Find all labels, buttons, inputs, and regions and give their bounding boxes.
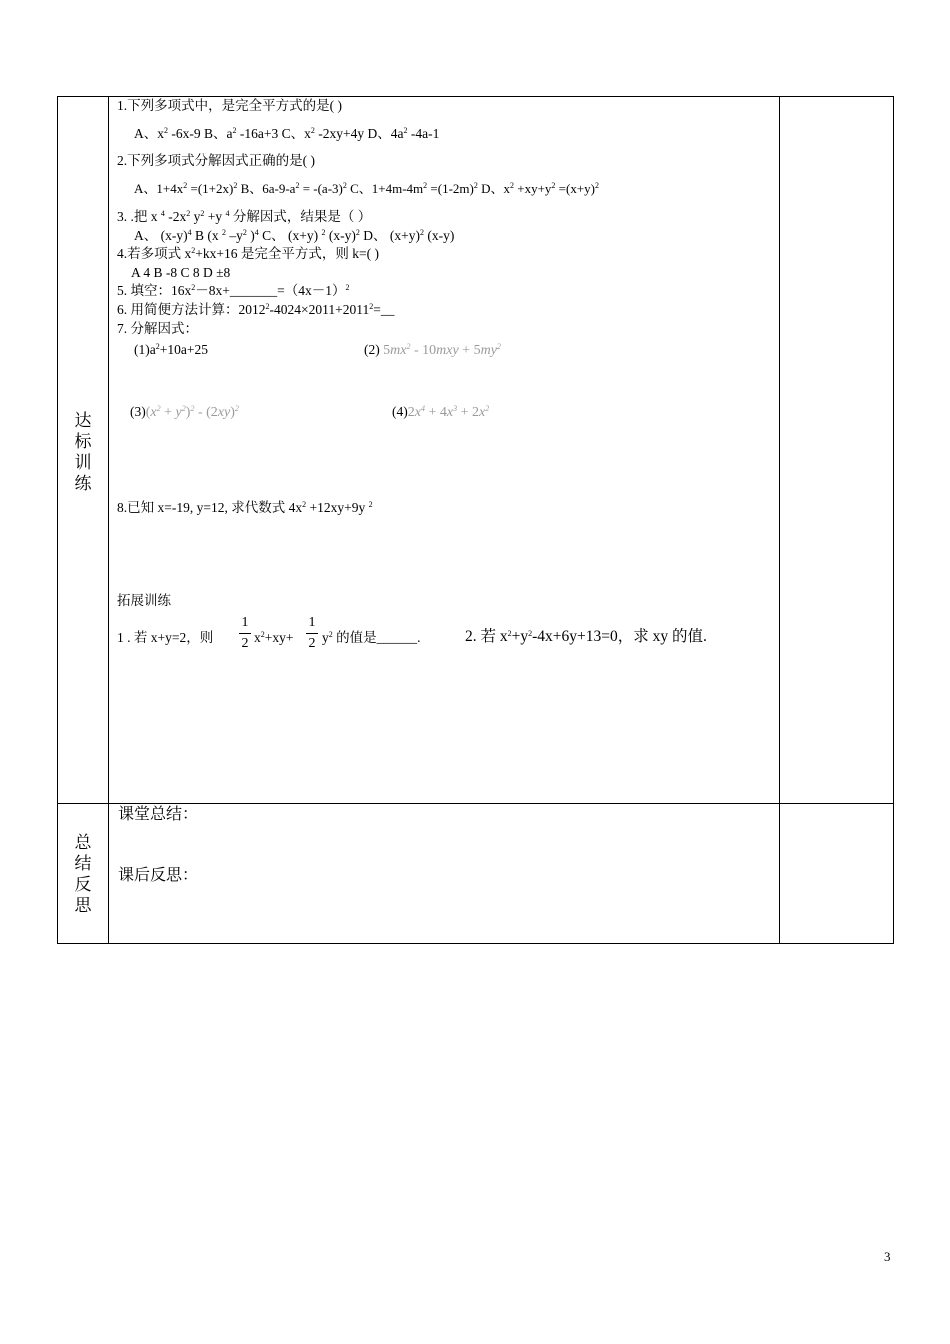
formula-3: $(x^2 + y^2)^2 - (2xy)^2$ (145, 404, 239, 420)
extension-problem-1-c: $y^2$ 的值是______. (322, 630, 421, 645)
section-label-summary: 总结反思 (74, 833, 92, 915)
question-7-part-2: (2) $5mx^2 - 10mxy + 5my^2$ (364, 342, 501, 358)
question-8: 8.已知 x=-19, y=12, 求代数式 $4x^2 +12xy+9y$ $^2$ (117, 500, 373, 515)
question-6: 6. 用简便方法计算：$2012^2-4024\times 2011+2011^2=\_\_$ (117, 302, 395, 317)
section-label-practice: 达标训练 (74, 411, 92, 493)
question-7-part-3: $(3)(x^2 + y^2)^2 - (2xy)^2$ (130, 404, 239, 420)
question-1-options: A、$x^2$ -6x-9 B、$a^2$ -16a+3 C、$x^2$ -2xy+4y D、$4a^2$ -4a-1 (134, 126, 440, 141)
question-7-stem: 7. 分解因式： (117, 321, 198, 336)
extension-problem-1-a: 1 . 若 x+y=2，则 (117, 630, 214, 645)
question-1-stem: 1.下列多项式中，是完全平方式的是( ) (117, 98, 342, 113)
question-3-stem: 3. .把 x $^4$ $-2x^2$ $y^2 +y$ $^4$ 分解因式，结果是（ ） (117, 209, 372, 224)
question-7-part-4: $(4)2x^4 + 4x^3 + 2x^2$ (392, 404, 490, 420)
page-number: 3 (884, 1249, 891, 1264)
fraction-one-half-2: 1 2 (306, 614, 318, 653)
table-bottom-border (57, 943, 894, 944)
formula-4: $2x^4 + 4x^3 + 2x^2$ (407, 404, 490, 420)
table-left-border (57, 96, 58, 944)
extension-title: 拓展训练 (117, 593, 171, 608)
class-summary-label: 课堂总结： (118, 806, 199, 823)
table-row-divider (57, 803, 894, 804)
question-3-options: A、 $(x-y)^4$ B (x $^2$ $-y^2$ )$^4$ C、 (x+y) $^2$ $(x-y)^2$ D、 $(x+y)^2$ (x-y) (134, 228, 455, 243)
table-top-border (57, 96, 894, 97)
formula-2: $5mx^2 - 10mxy + 5my^2$ (383, 342, 501, 358)
table-right-border (893, 96, 894, 944)
question-2-options: A、$1+4x^2 =(1+2x)^2$ B、$6a-9-a^2 = -(a-3)^2$ C、$1+4m-4m^2 =(1-2m)^2$ D、$x^2 +xy+y^2 =(x+y)^2$ (134, 181, 599, 196)
question-5: 5. 填空：$16x^2-8x+\_\_\_\_\_\_\_=(4x-1)^2$ (117, 283, 350, 298)
reflection-label: 课后反思： (118, 867, 199, 884)
extension-problem-2: 2. 若 $x^2+y^2-4x+6y+13=0$，求 xy 的值. (465, 628, 707, 645)
question-2-stem: 2.下列多项式分解因式正确的是( ) (117, 153, 315, 168)
table-col-divider-2 (779, 96, 780, 944)
question-4-options: A 4 B -8 C 8 D ±8 (131, 265, 231, 280)
table-col-divider-1 (108, 96, 109, 944)
fraction-one-half-1: 1 2 (239, 614, 251, 653)
extension-problem-1-b: $x^2+xy+$ (254, 630, 294, 645)
question-7-part-1: $(1)a^2+10a+25$ (134, 342, 208, 357)
question-4-stem: 4.若多项式 $x^2+kx+16$ 是完全平方式，则 k=( ) (117, 246, 379, 261)
